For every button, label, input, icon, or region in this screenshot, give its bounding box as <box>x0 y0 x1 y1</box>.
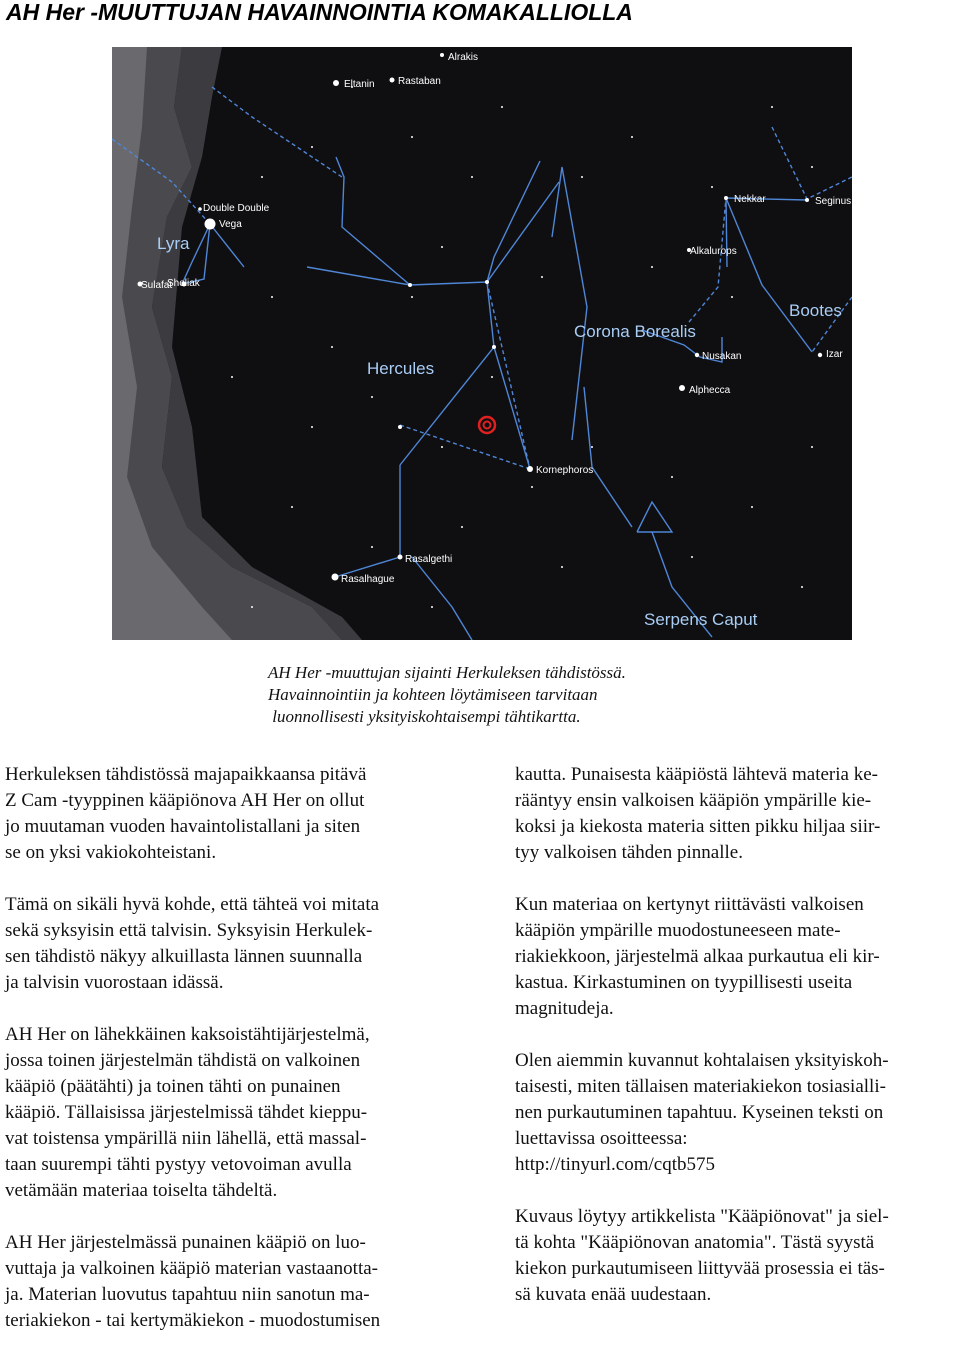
text-line: sen tähdistö näkyy alkuillasta lännen suunnalla <box>5 946 363 967</box>
star-label-nusakan: Nusakan <box>702 351 742 362</box>
ah-her-target-marker <box>479 417 495 433</box>
paragraph <box>515 892 955 1022</box>
star-label-izar: Izar <box>826 349 843 360</box>
figure-caption <box>268 662 738 728</box>
star-label-alrakis: Alrakis <box>448 52 479 63</box>
star-label-alkalurops: Alkalurops <box>690 246 737 257</box>
text-line: sä kuvata enää uudestaan. <box>515 1284 712 1305</box>
text-line: jossa toinen järjestelmän tähdistä on valkoinen <box>5 1050 361 1071</box>
text-line: vuttaja ja valkoinen kääpiö materian vastaanotta- <box>5 1258 378 1279</box>
constellation-label-bootes: Bootes <box>789 301 842 320</box>
text-line: kiekon purkautumiseen liittyvää prosessia ei täs- <box>515 1258 885 1279</box>
star-label-kornephoros: Kornephoros <box>536 465 594 476</box>
paragraph <box>515 1048 955 1178</box>
url-link[interactable]: http://tinyurl.com/cqtb575 <box>515 1154 716 1175</box>
text-line: Kun materiaa on kertynyt riittävästi valkoisen <box>515 894 864 915</box>
star-label-nekkar: Nekkar <box>734 194 766 205</box>
star-label-alphecca: Alphecca <box>689 385 731 396</box>
right-column <box>515 762 955 1334</box>
text-line: teriakiekon - tai kertymäkiekon - muodostumisen <box>5 1310 381 1331</box>
paragraph <box>5 762 475 866</box>
constellation-boundaries <box>112 87 852 469</box>
paragraph <box>5 1022 475 1204</box>
text-line: luettavissa osoitteessa: <box>515 1128 688 1149</box>
text-line: Olen aiemmin kuvannut kohtalaisen yksityiskoh- <box>515 1050 889 1071</box>
text-line: tyy valkoisen tähden pinnalle. <box>515 842 743 863</box>
text-line: nen purkautuminen tapahtuu. Kyseinen teksti on <box>515 1102 884 1123</box>
text-line: vat toistensa ympärillä niin lähellä, että massal- <box>5 1128 367 1149</box>
text-line: kääpiön ympärille muodostuneeseen mate- <box>515 920 841 941</box>
text-line: AH Her on lähekkäinen kaksoistähtijärjestelmä, <box>5 1024 370 1045</box>
star-label-eltanin: Eltanin <box>344 79 375 90</box>
star-label-sulafat: Sulafat <box>141 280 173 291</box>
text-line: ja talvisin vuorostaan idässä. <box>5 972 224 993</box>
text-line: kastua. Kirkastuminen on tyypillisesti useita <box>515 972 853 993</box>
left-column <box>5 762 475 1360</box>
text-line: sekä syksyisin että talvisin. Syksyisin Herkulek- <box>5 920 373 941</box>
text-line: rääntyy ensin valkoisen kääpiön ympärille kie- <box>515 790 872 811</box>
paragraph <box>5 1230 475 1334</box>
text-line: kääpiö (päätähti) ja toinen tähti on punainen <box>5 1076 341 1097</box>
constellation-label-corona-borealis: Corona Borealis <box>574 322 696 341</box>
paragraph <box>515 762 955 866</box>
text-line: tä kohta "Kääpiönovan anatomia". Tästä syystä <box>515 1232 875 1253</box>
text-line: se on yksi vakiokohteistani. <box>5 842 217 863</box>
text-line: kääpiö. Tällaisissa järjestelmissä tähdet kieppu- <box>5 1102 368 1123</box>
constellation-label-serpens-caput: Serpens Caput <box>644 610 758 629</box>
constellation-label-hercules: Hercules <box>367 359 435 378</box>
text-line: taan suurempi tähti pystyy vetovoiman avulla <box>5 1154 352 1175</box>
text-line: Z Cam -tyyppinen kääpiönova AH Her on ollut <box>5 790 365 811</box>
caption-line: luonnollisesti yksityiskohtaisempi tähtikartta. <box>268 707 581 726</box>
paragraph <box>515 1204 955 1308</box>
text-line: taisesti, miten tällaisen materiakiekon tosiasialli- <box>515 1076 886 1097</box>
background-stars <box>231 86 813 608</box>
star-label-rasalhague: Rasalhague <box>341 574 395 585</box>
caption-line: Havainnointiin ja kohteen löytämiseen tarvitaan <box>268 685 598 704</box>
text-line: Herkuleksen tähdistössä majapaikkaansa pitävä <box>5 764 367 785</box>
star-label-sheliak: Sheliak <box>167 278 200 289</box>
page-title: AH Her -MUUTTUJAN HAVAINNOINTIA KOMAKALLIOLLA <box>6 0 633 25</box>
star-chart <box>112 47 852 640</box>
text-line: koksi ja kiekosta materia sitten pikku hiljaa siir- <box>515 816 881 837</box>
text-line: ja. Materian luovutus tapahtuu niin sanotun ma- <box>5 1284 370 1305</box>
star-label-seginus: Seginus <box>815 196 852 207</box>
star-label-rastaban: Rastaban <box>398 76 441 87</box>
text-line: Kuvaus löytyy artikkelista "Kääpiönovat" ja siel- <box>515 1206 889 1227</box>
star-chart-svg <box>112 47 852 640</box>
star-label-rasalgethi: Rasalgethi <box>405 554 453 565</box>
constellation-lines <box>182 157 812 640</box>
text-line: jo muutaman vuoden havaintolistallani ja siten <box>5 816 361 837</box>
star-label-vega: Vega <box>219 219 242 230</box>
text-line: AH Her järjestelmässä punainen kääpiö on luo- <box>5 1232 366 1253</box>
paragraph <box>5 892 475 996</box>
text-line: vetämään materiaa toiselta tähdeltä. <box>5 1180 278 1201</box>
text-line: riakiekkoon, järjestelmä alkaa purkautua eli kir- <box>515 946 880 967</box>
named-stars <box>138 53 823 581</box>
text-line: Tämä on sikäli hyvä kohde, että tähteä voi mitata <box>5 894 380 915</box>
text-line: kautta. Punaisesta kääpiöstä lähtevä materia ke- <box>515 764 878 785</box>
caption-line: AH Her -muuttujan sijainti Herkuleksen tähdistössä. <box>268 663 626 682</box>
star-label-double-double: Double Double <box>203 203 270 214</box>
constellation-label-lyra: Lyra <box>157 234 190 253</box>
text-line: magnitudeja. <box>515 998 614 1019</box>
